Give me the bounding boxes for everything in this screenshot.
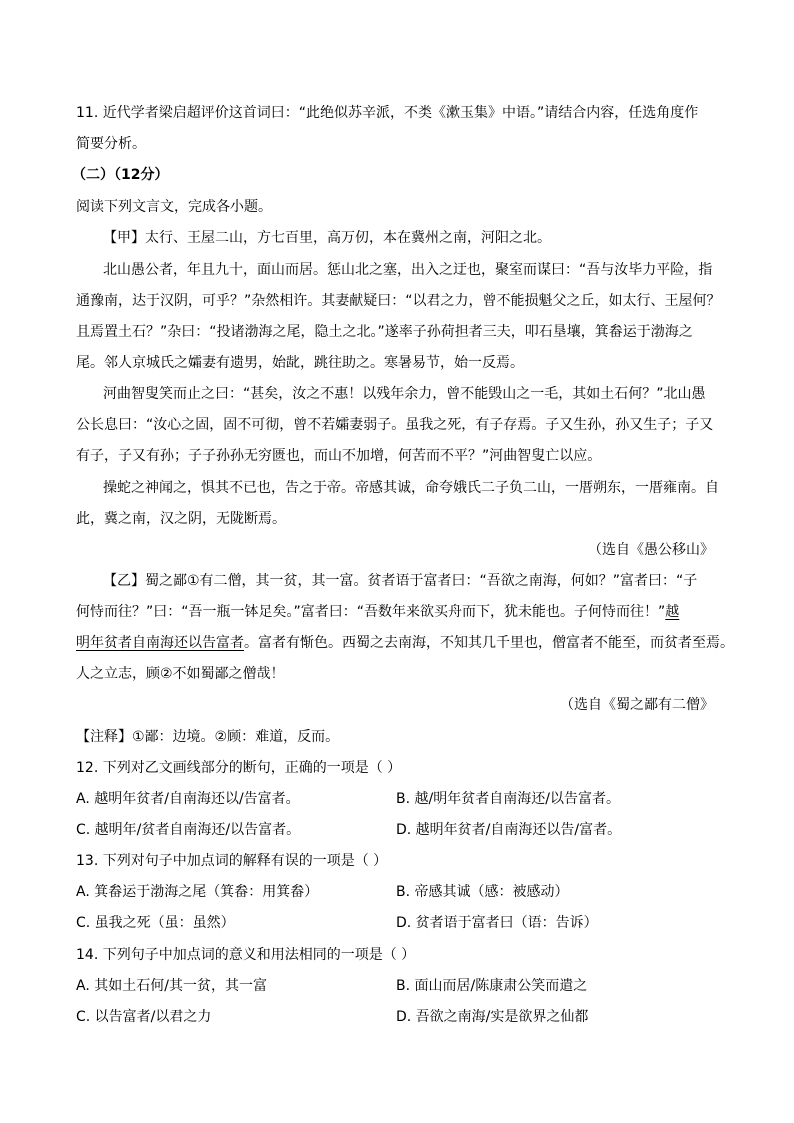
instruction: 阅读下列文言文，完成各小题。 — [76, 199, 272, 215]
q14-options-row-1 — [76, 976, 726, 996]
q14-option-c: C. 以告富者/以君之力 — [76, 1009, 212, 1025]
q12-option-d: D. 越明年贫者/自南海还以告/富者。 — [396, 822, 622, 838]
yi-line-4: 人之立志，顾②不如蜀鄙之僧哉！ — [76, 666, 285, 682]
q14-option-b: B. 面山而居/陈康肃公笑而遣之 — [396, 978, 588, 994]
q12-stem: 12. 下列对乙文画线部分的断句，正确的一项是（ ） — [76, 760, 402, 776]
yi-line-2 — [76, 602, 726, 622]
q12-option-b: B. 越/明年贫者自南海还/以告富者。 — [396, 791, 620, 807]
q11-line2: 简要分析。 — [76, 136, 146, 152]
jia-line-9: 操蛇之神闻之，惧其不已也，告之于帝。帝感其诚，命夸娥氏二子负二山，一厝朔东，一厝雍南。自 — [103, 480, 719, 496]
jia-line-3: 通豫南，达于汉阴，可乎？”杂然相许。其妻献疑曰：“以君之力，曾不能损魁父之丘，如太行、王屋何？ — [76, 293, 721, 309]
q14-stem: 14. 下列句子中加点词的意义和用法相同的一项是（ ） — [76, 947, 416, 963]
jia-line-2: 北山愚公者，年且九十，面山而居。惩山北之塞，出入之迂也，聚室而谋曰：“吾与汝毕力平险，指 — [103, 262, 713, 278]
yi-underlined-sentence: 明年贫者自南海还以告富者 — [76, 635, 244, 651]
q12-options-row-1 — [76, 789, 726, 809]
q13-stem: 13. 下列对句子中加点词的解释有误的一项是（ ） — [76, 853, 388, 869]
q14-option-d: D. 吾欲之南海/实是欲界之仙都 — [396, 1009, 589, 1025]
q12-option-c: C. 越明年/贫者自南海还/以告富者。 — [76, 822, 301, 838]
jia-line-7: 公长息曰：“汝心之固，固不可彻，曾不若孀妻弱子。虽我之死，有子存焉。子又生孙，孙又生子；子又 — [76, 417, 714, 433]
jia-line-10: 此，冀之南，汉之阴，无陇断焉。 — [76, 511, 286, 527]
q14-options-row-2 — [76, 1007, 726, 1027]
yi-source: （选自《蜀之鄙有二僧》 — [560, 697, 714, 713]
jia-line-4: 且焉置土石？”杂曰：“投诸渤海之尾，隐土之北。”遂率子孙荷担者三夫，叩石垦壤，箕畚运于渤海之 — [76, 324, 693, 340]
q13-options-row-2 — [76, 913, 726, 933]
yi-line-3 — [76, 633, 734, 653]
jia-line-5: 尾。邻人京城氏之孀妻有遗男，始龀，跳往助之。寒暑易节，始一反焉。 — [76, 355, 524, 371]
q13-option-b: B. 帝感其诚（感：被感动） — [396, 884, 569, 900]
q14-option-a: A. 其如土石何/其一贫，其一富 — [76, 978, 267, 994]
q13-option-d: D. 贫者语于富者曰（语：告诉） — [396, 915, 598, 931]
jia-line-6: 河曲智叟笑而止之曰：“甚矣，汝之不惠！以残年余力，曾不能毁山之一毛，其如土石何？”北山愚 — [103, 386, 706, 402]
yi-line-1: 【乙】蜀之鄙①有二僧，其一贫，其一富。贫者语于富者曰：“吾欲之南海，何如？”富者曰：“子 — [103, 573, 698, 589]
q13-options-row-1 — [76, 882, 726, 902]
jia-source: （选自《愚公移山》 — [588, 542, 714, 558]
jia-line-8: 有子，子又有孙；子子孙孙无穷匮也，而山不加增，何苦而不平？”河曲智叟亡以应。 — [76, 448, 602, 464]
jia-line-1: 【甲】太行、王屋二山，方七百里，高万仞，本在冀州之南，河阳之北。 — [103, 230, 551, 246]
notes: 【注释】①鄙：边境。②顾：难道，反而。 — [76, 729, 340, 745]
q13-option-a: A. 箕畚运于渤海之尾（箕畚：用箕畚） — [76, 884, 319, 900]
yi-line-2-text: 何恃而往？”曰：“吾一瓶一钵足矣。”富者曰：“吾数年来欲买舟而下，犹未能也。子何恃而往！” — [76, 604, 666, 620]
q12-options-row-2 — [76, 820, 726, 840]
yi-underlined-start: 越 — [665, 604, 680, 620]
q11-line1: 11. 近代学者梁启超评价这首词曰：“此绝似苏辛派，不类《漱玉集》中语。”请结合内容，任选角度作 — [76, 105, 699, 121]
q13-option-c: C. 虽我之死（虽：虽然） — [76, 915, 235, 931]
yi-line-3-text: 。富者有惭色。西蜀之去南海，不知其几千里也，僧富者不能至，而贫者至焉。 — [244, 635, 734, 651]
section-heading: （二）（12分） — [72, 167, 169, 183]
q12-option-a: A. 越明年贫者/自南海还以/告富者。 — [76, 791, 300, 807]
